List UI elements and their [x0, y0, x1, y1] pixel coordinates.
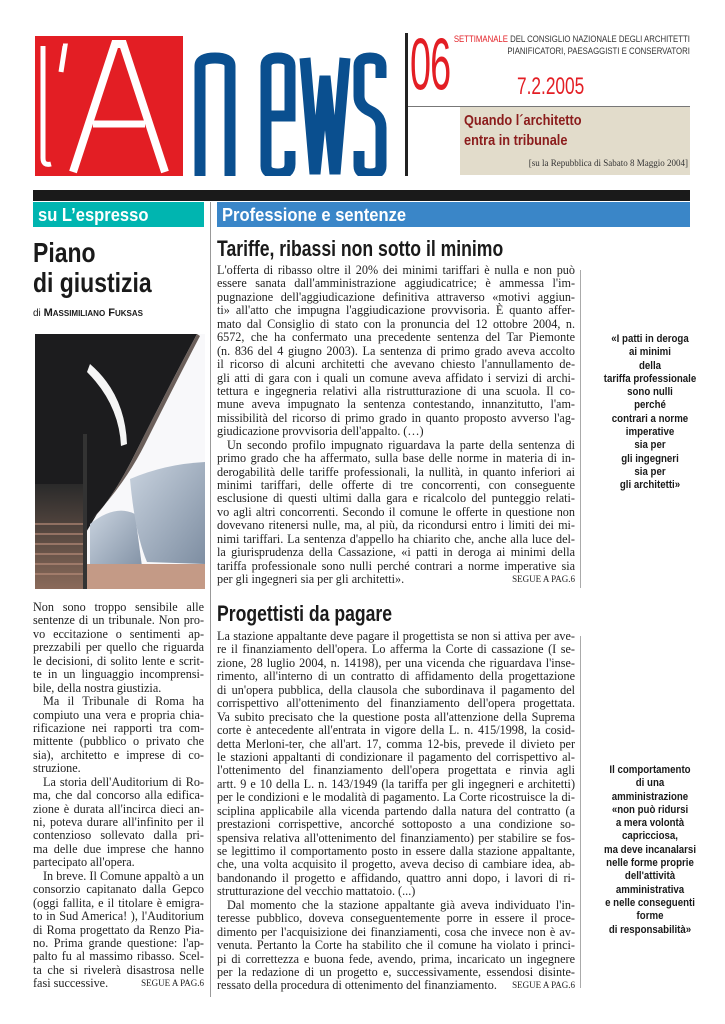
text-line: vo eccitazione o sentimenti ap- [33, 626, 204, 641]
text-line: rimento, all'interno di un contratto di affidamento della progettazione [217, 669, 575, 684]
text-line: rificazione nei rapporti tra com- [33, 720, 204, 735]
publisher-highlight: SETTIMANALE [453, 34, 509, 45]
publisher-line2: PIANIFICATORI, PAESAGGISTI E CONSERVATORI [507, 46, 690, 57]
text-line: missibilità del ricorso di primo grado in quanto proposto avverso l'ag- [217, 410, 575, 425]
quote-line: «I patti in deroga [611, 333, 689, 345]
byline [33, 307, 143, 319]
quote-line: imperative [625, 426, 675, 439]
quote-line: forme [636, 910, 664, 923]
masthead-divider [405, 33, 408, 176]
text-line: la giurisprudenza della Cassazione, «i patti in deroga ai minimi della [217, 545, 575, 560]
continued-on-page-6: SEGUE A PAG.6 [512, 574, 575, 585]
text-line: che, una volta acquisito il progetto, aveva deciso di cambiare idea, ab- [217, 857, 575, 872]
text-line: esclusione di questi ultimi dalla gara e ricalcolo del punteggio relati- [217, 491, 575, 506]
text-line: le stazioni appaltanti di condizionare il pagamento del corrispettivo al- [217, 749, 575, 764]
text-line: re il finanziamento dell'opera. Lo afferma la Corte di cassazione (I se- [217, 642, 575, 657]
text-line: contenzioso sollevato dalla pri- [33, 828, 204, 843]
text-line: se legittimo il comportamento posto in essere dalla stazione appaltante, [217, 844, 575, 858]
text-line: La storia dell'Auditorium di Ro- [43, 774, 204, 789]
text-line: sentenze di un tribunale. Non pro- [33, 613, 204, 628]
quote-line: di una [635, 777, 665, 790]
section-title-espresso: su L’espresso [38, 205, 149, 225]
text-line: vo agli altri concorrenti. Secondo il comune le offerte in questione non [217, 504, 575, 519]
text-line: strutturazione del vecchio mattatoio. (...) [217, 884, 416, 899]
text-line: Va subito precisato che la questione posta all'attenzione della Suprema [217, 709, 575, 724]
text-line: mune aveva impugnato la sentenza contestando, innanzitutto, l'am- [217, 397, 575, 412]
text-line: ti» all'atto che impugna l'aggiudicazione provvisoria. È quanto affer- [217, 303, 575, 318]
quote-line: amministrazione [611, 790, 689, 803]
text-line: L'offerta di ribasso oltre il 20% dei minimi tariffari è nulla e non può [217, 263, 575, 277]
pull-quote-1 [580, 333, 720, 493]
text-line: corte è antecedente all'entrata in vigore della L. n. 415/1998, la cosid- [217, 723, 575, 738]
quote-line: contrari a norme [611, 412, 689, 425]
quote-line: «non può ridursi [611, 803, 689, 816]
text-line: ma, che dal concorso alla edifica- [33, 788, 204, 803]
section-header-espresso [33, 202, 204, 227]
quote-line: capricciosa, [622, 830, 678, 843]
continued-on-page-6: SEGUE A PAG.6 [141, 978, 204, 989]
text-line: essere sanata dall'amministrazione aggiudicatrice; è ammessa l'im- [217, 276, 575, 291]
text-line: tariffa professionale sono nulli perché contrari a norme imperative sia [217, 558, 575, 573]
quote-line: gli ingegneri [621, 452, 679, 465]
text-line: corrispettivo all'ottenimento del finanziamento dell'opera progettata. [217, 696, 575, 711]
byline-prefix: di [33, 308, 41, 319]
feature-source: [su la Repubblica di Sabato 8 Maggio 2004] [528, 158, 688, 168]
text-line: pugnazione dell'aggiudicazione definitiva attraverso «motivi aggiun- [217, 289, 575, 304]
text-line: le decisioni, di solito lente e scrit- [33, 653, 204, 668]
text-line: La stazione appaltante deve pagare il progettista se non si attiva per ave- [217, 629, 575, 643]
text-line: In breve. Il Comune appaltò a un [43, 868, 204, 883]
text-line: partecipato all'opera. [33, 855, 135, 870]
text-line: zione è durata all'incirca dieci an- [33, 801, 204, 816]
text-line: di Roma progettato da Renzo Pia- [33, 922, 204, 937]
text-line: primo grado che ha affermato, sulla base delle norme in materia di in- [217, 451, 575, 466]
text-line: sia), architetto e imprese di co- [33, 747, 204, 762]
quote-line: e nelle conseguenti [605, 896, 695, 909]
text-line: no. Prima grande questione: l'ap- [33, 935, 204, 950]
text-line: palto fu al massimo ribasso. Scel- [33, 949, 204, 964]
text-line: Ma il Tribunale di Roma ha [43, 694, 204, 709]
text-line: ma delle due imprese che hanno [33, 841, 204, 856]
feature-box [460, 107, 690, 175]
text-line: per le condizioni e le modalità di pagamento. La Corte ricostruisce la di- [217, 790, 575, 805]
text-line: ressato della procedura di ottenimento del finanziamento. SEGUE A PAG.6 [217, 978, 575, 993]
text-line: gli atti di gara con i quali un comune aveva affidato i servizi di archi- [217, 370, 575, 385]
text-line: zione, 28 luglio 2004, n. 14198), per una vicenda che riguardava l'inse- [217, 655, 575, 670]
text-line: tettura e ingegneria relativi alla ristrutturazione di una scuola. Il co- [217, 383, 575, 398]
column-divider [210, 202, 211, 997]
quote-line: a mera volontà [615, 817, 685, 830]
text-line: dovevano ritenersi nulle, ma, al più, da ricondursi entro i limiti dei mi- [217, 518, 575, 533]
text-line: Dal momento che la stazione appaltante già aveva individuato l'in- [227, 897, 575, 912]
text-line: prezzabili per quello che riguarda [33, 640, 204, 655]
text-line: mato dal Consiglio di stato con la pronuncia del 12 ottobre 2004, n. [217, 316, 575, 331]
text-line: prestazioni corrispettive, ancorché sottoposto a una condizione so- [217, 817, 575, 832]
left-headline [33, 238, 178, 298]
text-line: nimi tariffari. La sentenza d'appello ha chiarito che, anche alla luce del- [217, 531, 575, 546]
text-line: detta Merloni-ter, che all'art. 17, comma 12-bis, prevede il divieto per [217, 736, 575, 751]
text-line: (oggi fallita, e il titolare è emigra- [33, 895, 204, 910]
quote-line: ai minimi [629, 346, 671, 359]
text-line: teresse pubblico, doveva conseguentemente porre in essere il proce- [217, 911, 575, 926]
text-line: giudicazione provvisoria dell'appalto. (…) [217, 424, 424, 439]
top-black-bar [33, 190, 690, 201]
article1-headline [217, 236, 575, 262]
quote-line: della [638, 359, 662, 372]
auditorium-photo-image [35, 334, 205, 589]
text-line: artt. 9 e 10 della L. n. 143/1949 (la tariffa per gli ingegneri e architetti) [217, 776, 575, 791]
byline-author: Massimiliano Fuksas [43, 307, 143, 319]
publisher-line [454, 34, 690, 58]
auditorium-photo [35, 334, 205, 589]
lanews-logo-icon [35, 36, 387, 176]
text-line: (n. 836 del 4 giugno 2003). La sentenza di primo grado aveva accolto [217, 343, 575, 358]
text-line: consorzio capitanato dalla Gepco [33, 882, 204, 897]
text-line: compiuto una vera e propria chia- [33, 707, 204, 722]
text-line: pi di correttezza e buona fede, avendo, prima, incaricato un ingegnere [217, 951, 575, 966]
quote-line: di responsabilità» [608, 923, 692, 936]
text-line: l'ottenimento del finanziamento dell'opera progettata e rinvia agli [217, 763, 575, 778]
quote-line: tariffa professionale [603, 372, 697, 385]
continued-on-page-6: SEGUE A PAG.6 [512, 980, 575, 991]
left-article-body [33, 601, 204, 991]
section-header-professione [217, 202, 690, 227]
text-line: fasi successive. SEGUE A PAG.6 [33, 976, 204, 991]
article2-headline [217, 601, 436, 627]
quote-line: sia per [634, 439, 666, 452]
text-line: derogabilità delle tariffe professionali, la nullità, in quanto inferiori ai [217, 464, 575, 479]
article2-headline-text: Progettisti da pagare [217, 601, 393, 626]
text-line: il ricorso di alcuni architetti che avevano chiesto l'annullamento de- [217, 357, 575, 372]
issue-number [410, 30, 458, 100]
quote-line: sia per [634, 465, 666, 478]
issue-number-text: 06 [410, 30, 451, 100]
text-line: bile, della nostra giustizia. [33, 680, 162, 695]
text-line: struzione. [33, 761, 81, 776]
feature-title-line2: entra in tribunale [464, 132, 568, 149]
quote-line: perché [634, 399, 666, 412]
text-line: spensiva relativa all'ottenimento del finanziamento) per stabilire se fos- [217, 830, 575, 845]
text-line: Un secondo profilo impugnato riguardava la parte della sentenza di [227, 437, 575, 452]
headline-line2: di giustizia [33, 267, 152, 298]
quote-line: ma deve incanalarsi [603, 843, 697, 856]
pull-quote-2 [580, 764, 720, 937]
article1-body [217, 264, 575, 587]
text-line: Non sono troppo sensibile alle [33, 600, 204, 614]
feature-title-line1: Quando l´architetto [464, 112, 582, 129]
text-line: to in Sud America! ), l'Auditorium [33, 909, 204, 924]
text-line: mittente (pubblico o privato che [33, 734, 204, 749]
quote-line: Il comportamento [609, 764, 691, 776]
masthead-logo [35, 36, 387, 176]
headline-line1: Piano [33, 237, 96, 268]
text-line: minimi tariffari, delle offerte di tre concorrenti, con conseguente [217, 478, 575, 492]
text-line: per gli ingegneri sia per gli architetti». SEGUE A PAG.6 [217, 572, 575, 587]
text-line: dimento per l'acquisizione dei finanziamenti, cosa che invece non è av- [217, 924, 575, 939]
publisher-line1: DEL CONSIGLIO NAZIONALE DEGLI ARCHITETTI [510, 34, 690, 45]
text-line: di un'opera pubblica, della clausola che subordinava il pagamento del [217, 682, 575, 697]
text-line: ta che si rivelerà disastrosa nelle [33, 962, 204, 977]
article2-body [217, 630, 575, 993]
text-line: sciplina applicabile alla vicenda partendo dalla natura del contratto (a [217, 803, 575, 818]
quote-line: dell'attività [624, 870, 676, 883]
quote-line: amministrativa [615, 883, 685, 896]
text-line: venuta. Pertanto la Corte ha stabilito che il comune ha violato i princi- [217, 938, 575, 953]
text-line: te in un linguaggio incomprensi- [33, 667, 204, 682]
quote-line: nelle forme proprie [606, 857, 694, 870]
quote-line: gli architetti» [619, 479, 681, 492]
issue-date: 7.2.2005 [517, 73, 585, 100]
text-line: bandonando il progetto e affidando, quattro anni dopo, i lavori di ri- [217, 870, 575, 885]
quote-line: sono nulli [627, 386, 673, 399]
article1-headline-text: Tariffe, ribassi non sotto il minimo [217, 236, 504, 261]
text-line: 6572, che ha confermato una precedente sentenza del Tar Piemonte [217, 330, 575, 345]
section-title-professione: Professione e sentenze [222, 205, 407, 225]
text-line: per la redazione di un progetto e, successivamente, essendosi disinte- [217, 964, 575, 979]
text-line: ni, poteva durare all'infinito per il [33, 815, 204, 829]
